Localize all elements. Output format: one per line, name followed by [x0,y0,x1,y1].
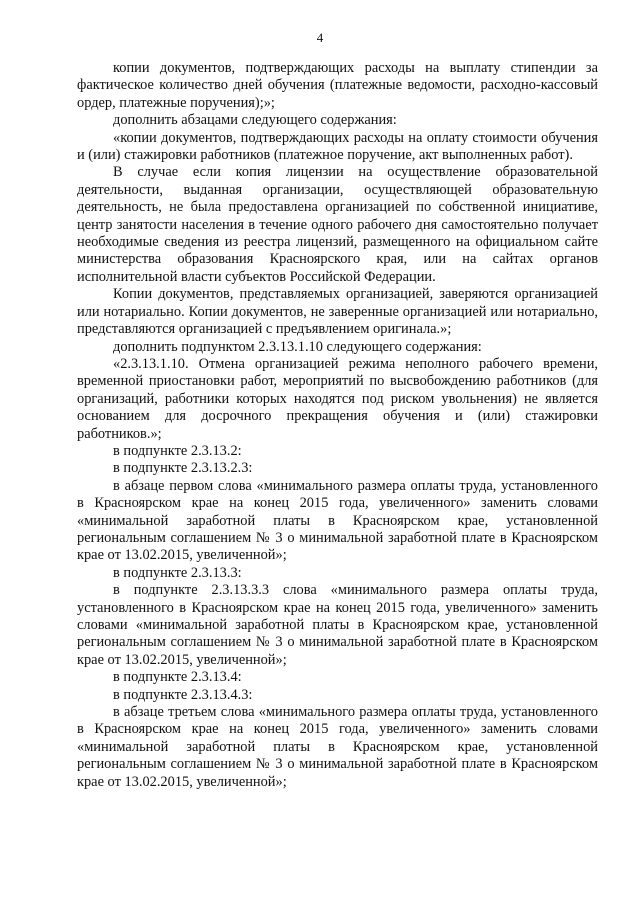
paragraph: в подпункте 2.3.13.2: [113,442,242,459]
document-body [77,60,598,791]
paragraph: в подпункте 2.3.13.3.3 слова «минимального размера оплаты труда, установленного в Красноярском крае на конец 2015 года, увеличенного» заменить словами «минимальной заработной платы в Красноярском крае, установленной региональным соглашением № 3 о минимальной заработной плате в Красноярском крае от 13.02.2015, увеличенной»; [77,582,598,668]
page-number: 4 [316,30,324,45]
paragraph: в абзаце первом слова «минимального размера оплаты труда, установленного в Красноярском крае на конец 2015 года, увеличенного» заменить словами «минимальной заработной платы в Красноярском крае, установленной региональным соглашением № 3 о минимальной заработной плате в Красноярском крае от 13.02.2015, увеличенной»; [77,477,598,564]
paragraph: копии документов, подтверждающих расходы на выплату стипендии за фактическое количество дней обучения (платежные ведомости, расходно-кассовый ордер, платежные поручения);»; [77,60,598,111]
paragraph: в подпункте 2.3.13.4: [113,669,242,686]
paragraph: в подпункте 2.3.13.2.3: [113,460,253,477]
paragraph: «копии документов, подтверждающих расходы на оплату стоимости обучения и (или) стажировки работников (платежное поручение, акт выполненных работ). [77,129,598,164]
paragraph: В случае если копия лицензии на осуществление образовательной деятельности, выданная организации, осуществляющей образовательную деятельность, не была предоставлена организацией по собственной инициативе, центр занятости населения в течение одного рабочего дня самостоятельно получает необходимые сведения из реестра лицензий, размещенного на официальном сайте министерства образования Красноярского края, или на сайтах органов исполнительной власти субъектов Российской Федерации. [77,164,598,285]
paragraph: в подпункте 2.3.13.3: [113,564,242,581]
paragraph: в абзаце третьем слова «минимального размера оплаты труда, установленного в Красноярском крае на конец 2015 года, увеличенного» заменить словами «минимальной заработной платы в Красноярском крае, установленной региональным соглашением № 3 о минимальной заработной плате в Красноярском крае от 13.02.2015, увеличенной»; [77,704,598,790]
paragraph: «2.3.13.1.10. Отмена организацией режима неполного рабочего времени, временной приостановки работ, мероприятий по высвобождению работников (для организаций, работники которых находятся под риском увольнения) не является основанием для досрочного прекращения обучения и (или) стажировки работников.»; [77,355,598,442]
paragraph: дополнить подпунктом 2.3.13.1.10 следующего содержания: [113,338,482,355]
paragraph: Копии документов, представляемых организацией, заверяются организацией или нотариально. Копии документов, не заверенные организацией или нотариально, представляются организацией с предъявлением оригинала.»; [77,286,598,338]
paragraph: в подпункте 2.3.13.4.3: [113,686,253,703]
paragraph: дополнить абзацами следующего содержания: [113,112,397,129]
